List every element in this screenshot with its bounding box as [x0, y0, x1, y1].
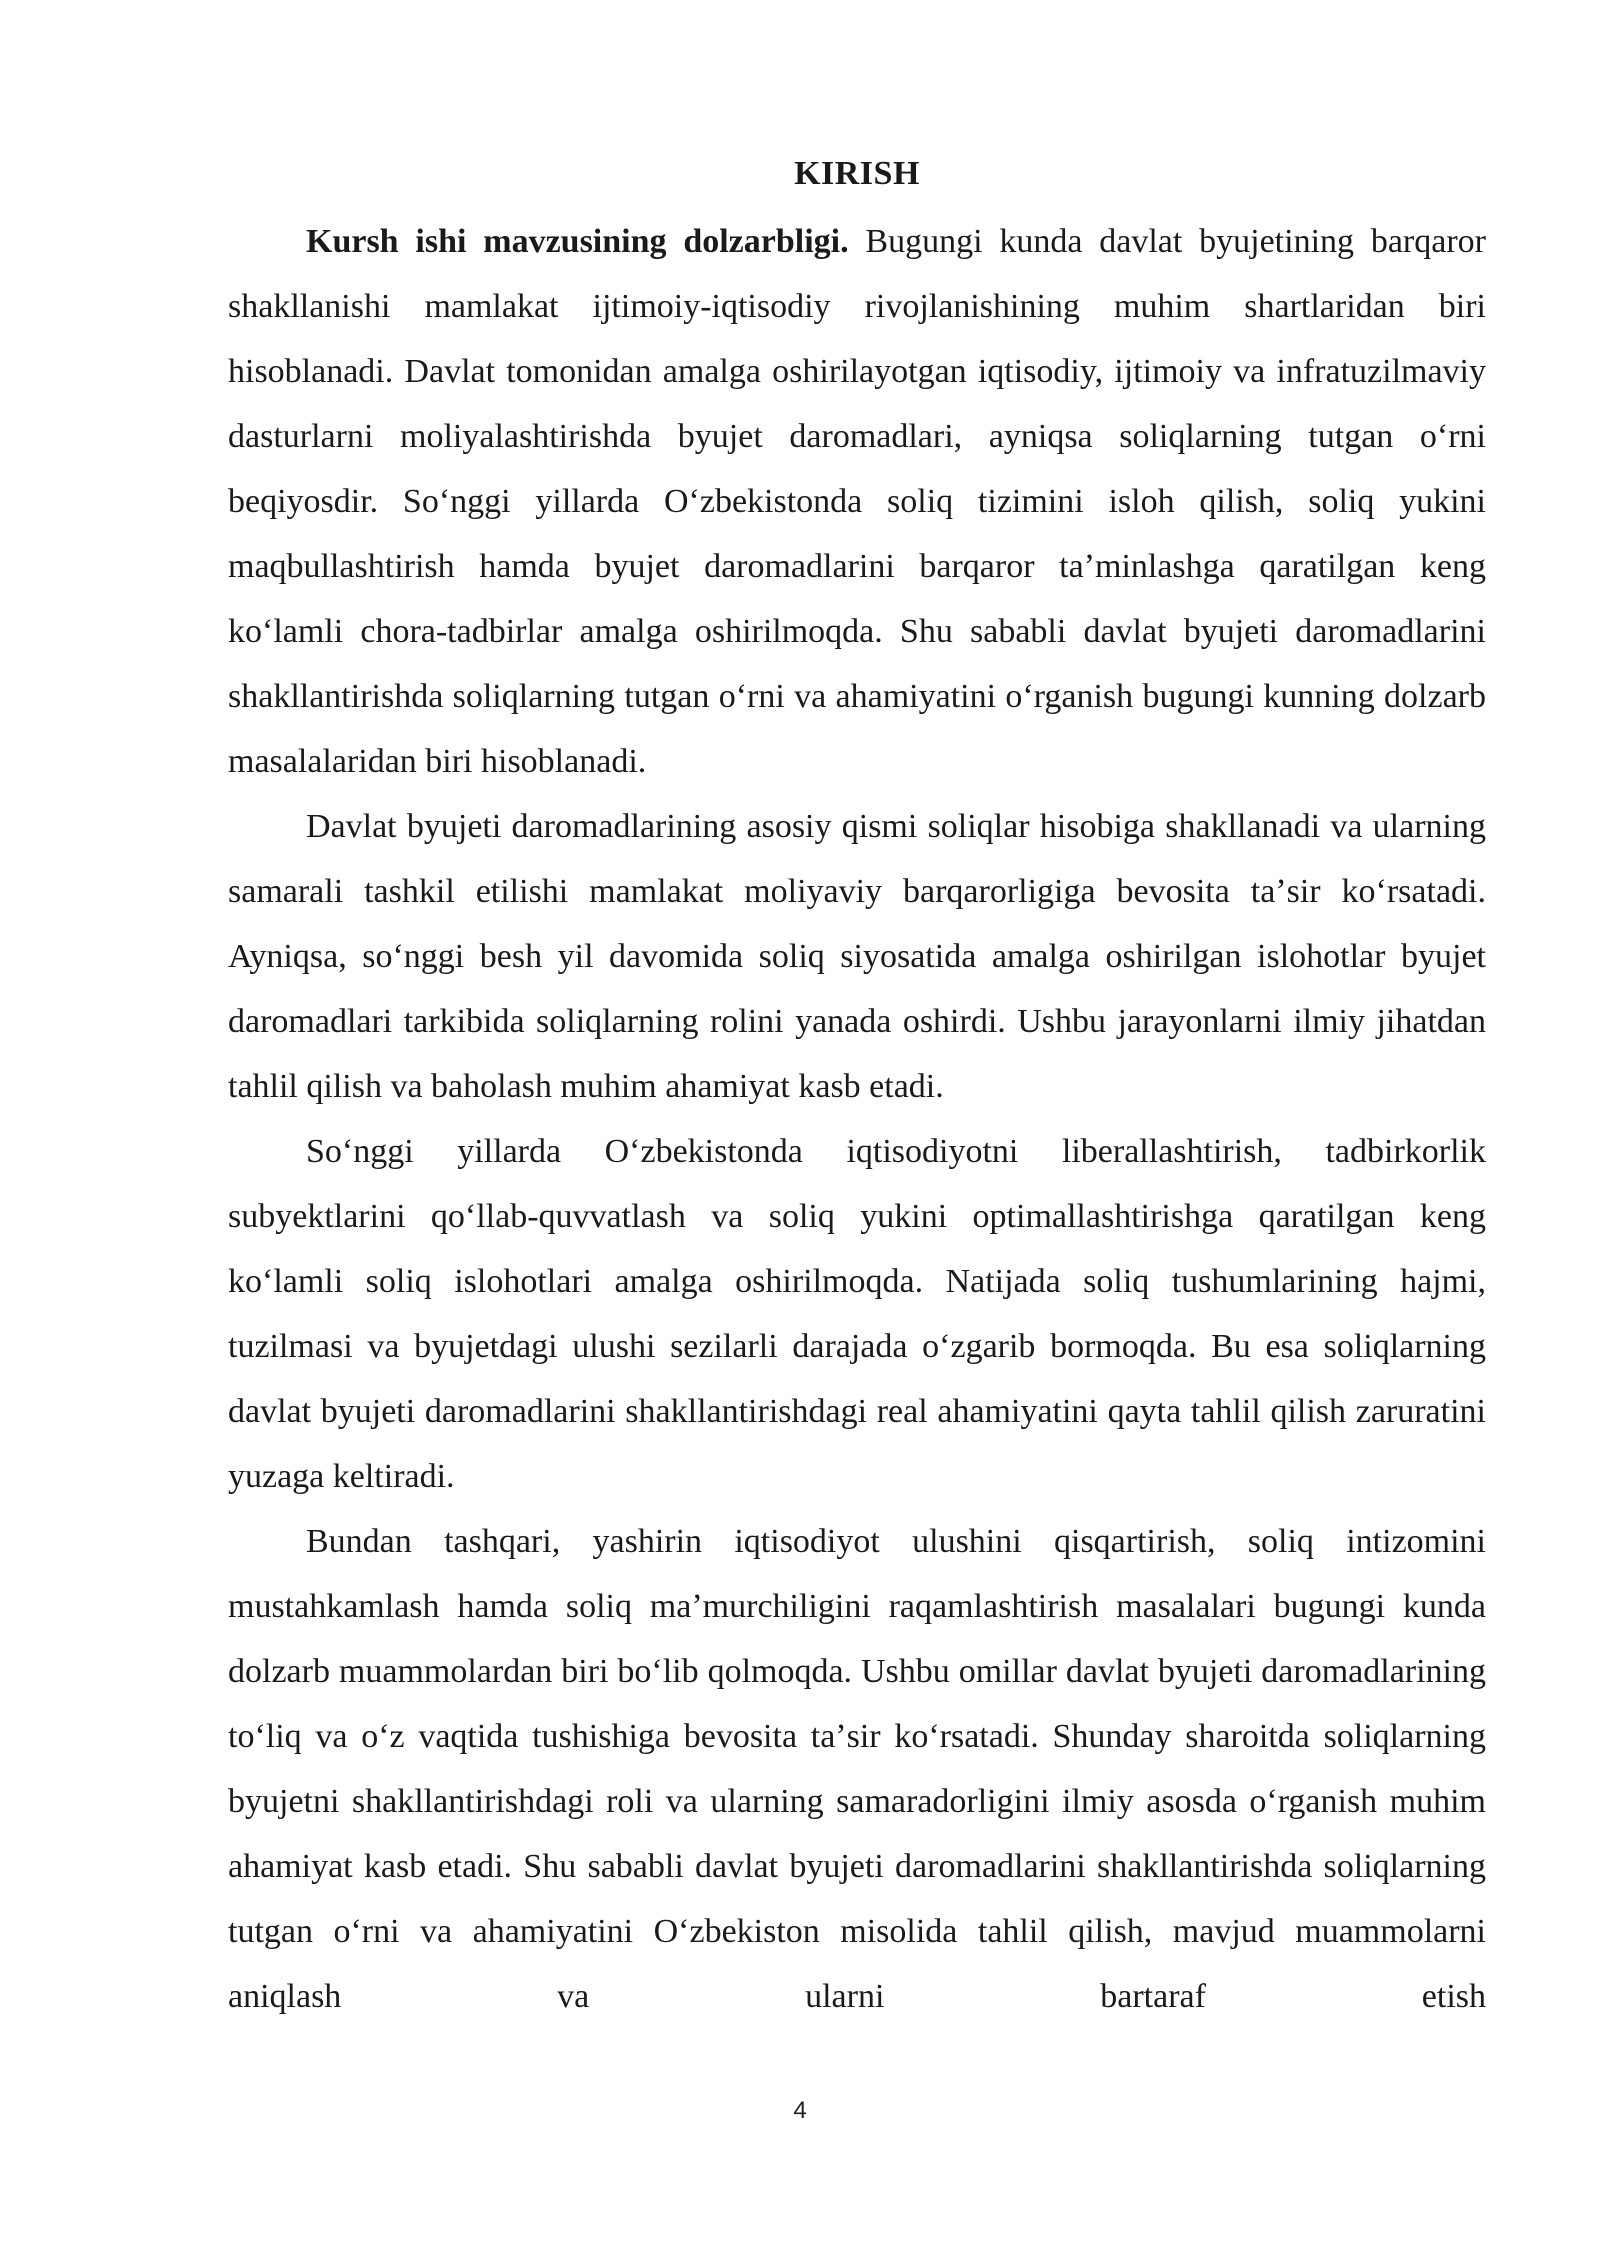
- section-title: KIRISH: [794, 155, 920, 192]
- page-content: [228, 148, 1486, 2029]
- paragraph-1: [228, 209, 1486, 794]
- paragraph-1-text: Bugungi kunda davlat byujetining barqaror shakllanishi mamlakat ijtimoiy-iqtisodiy rivojlanishining muhim shartlaridan biri hisoblanadi. Davlat tomonidan amalga oshirilayotgan iqtisodiy, ijtimoiy va infratuzilmaviy dasturlarni moliyalashtirishda byujet daromadlari, ayniqsa soliqlarning tutgan oʻrni beqiyosdir. Soʻnggi yillarda Oʻzbekistonda soliq tizimini isloh qilish, soliq yukini maqbullashtirish hamda byujet daromadlarini barqaror taʼminlashga qaratilgan keng koʻlamli chora-tadbirlar amalga oshirilmoqda. Shu sababli davlat byujeti daromadlarini shakllantirishda soliqlarning tutgan oʻrni va ahamiyatini oʻrganish bugungi kunning dolzarb masalalaridan biri hisoblanadi.: [228, 223, 1486, 780]
- paragraph-2: Davlat byujeti daromadlarining asosiy qismi soliqlar hisobiga shakllanadi va ularning samarali tashkil etilishi mamlakat moliyaviy barqarorligiga bevosita taʼsir koʻrsatadi. Ayniqsa, soʻnggi besh yil davomida soliq siyosatida amalga oshirilgan islohotlar byujet daromadlari tarkibida soliqlarning rolini yanada oshirdi. Ushbu jarayonlarni ilmiy jihatdan tahlil qilish va baholash muhim ahamiyat kasb etadi.: [228, 808, 1486, 1105]
- paragraph-lead: Kursh ishi mavzusining dolzarbligi.: [306, 223, 849, 260]
- page-number: 4: [793, 2097, 807, 2124]
- paragraph-4: Bundan tashqari, yashirin iqtisodiyot ulushini qisqartirish, soliq intizomini mustahkamlash hamda soliq maʼmurchiligini raqamlashtirish masalalari bugungi kunda dolzarb muammolardan biri boʻlib qolmoqda. Ushbu omillar davlat byujeti daromadlarining toʻliq va oʻz vaqtida tushishiga bevosita taʼsir koʻrsatadi. Shunday sharoitda soliqlarning byujetni shakllantirishdagi roli va ularning samaradorligini ilmiy asosda oʻrganish muhim ahamiyat kasb etadi. Shu sababli davlat byujeti daromadlarini shakllantirishda soliqlarning tutgan oʻrni va ahamiyatini Oʻzbekiston misolida tahlil qilish, mavjud muammolarni aniqlash va ularni bartaraf etish: [228, 1523, 1486, 2015]
- paragraph-3: Soʻnggi yillarda Oʻzbekistonda iqtisodiyotni liberallashtirish, tadbirkorlik subyektlarini qoʻllab-quvvatlash va soliq yukini optimallashtirishga qaratilgan keng koʻlamli soliq islohotlari amalga oshirilmoqda. Natijada soliq tushumlarining hajmi, tuzilmasi va byujetdagi ulushi sezilarli darajada oʻzgarib bormoqda. Bu esa soliqlarning davlat byujeti daromadlarini shakllantirishdagi real ahamiyatini qayta tahlil qilish zaruratini yuzaga keltiradi.: [228, 1133, 1486, 1495]
